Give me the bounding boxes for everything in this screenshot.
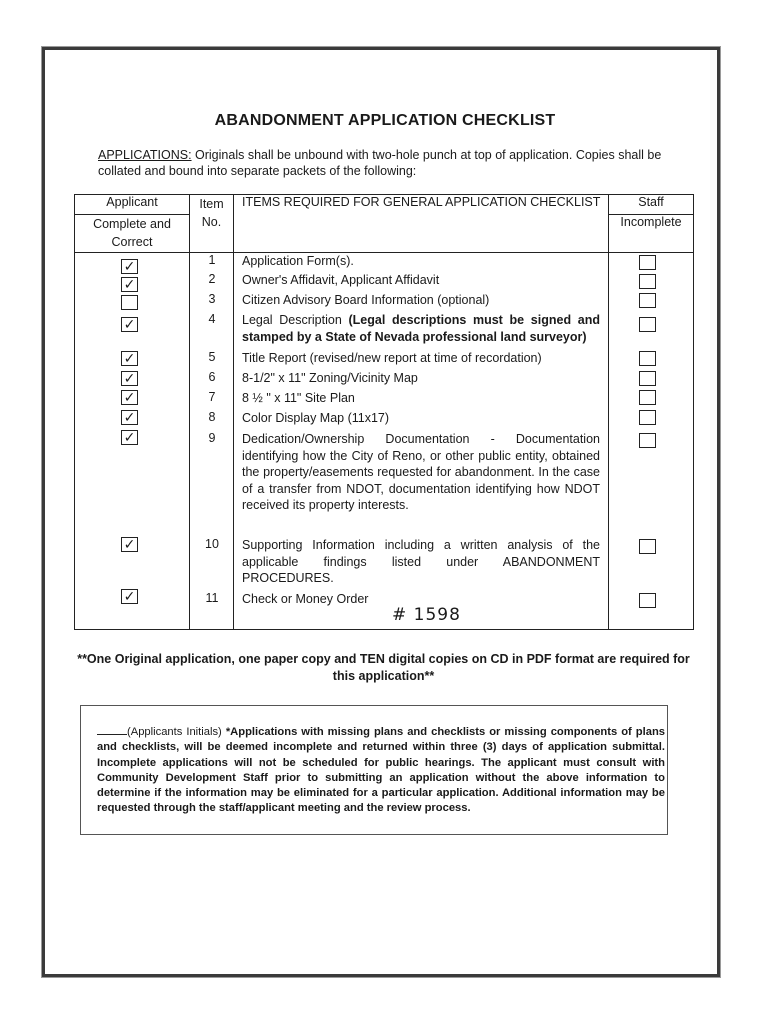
intro-text: Originals shall be unbound with two-hole punch at top of application. Copies shall be collated and bound into separate packets of the following: — [98, 148, 662, 178]
staff-checkbox-4[interactable] — [639, 317, 656, 332]
intro-lead: APPLICATIONS: — [98, 148, 192, 162]
staff-checkbox-7[interactable] — [639, 390, 656, 405]
applicant-checkbox-7[interactable]: ✓ — [121, 390, 138, 405]
item-number: 1 — [208, 253, 216, 267]
item-text-legal-description — [242, 312, 600, 345]
submission-requirements-note: **One Original application, one paper copy and TEN digital copies on CD in PDF format are required for this application** — [77, 652, 690, 683]
page-title: ABANDONMENT APPLICATION CHECKLIST — [214, 112, 556, 129]
applicant-column — [75, 253, 190, 630]
item-text: Supporting Information including a written analysis of the applicable findings listed under ABANDONMENT PROCEDURES. — [242, 538, 600, 585]
item-text: Owner's Affidavit, Applicant Affidavit — [242, 273, 440, 287]
item-number: 4 — [208, 312, 216, 326]
applicant-checkbox-3[interactable] — [121, 295, 138, 310]
items-column — [234, 253, 609, 630]
staff-checkbox-2[interactable] — [639, 274, 656, 289]
item-text: Dedication/Ownership Documentation - Documentation identifying how the City of Reno, or other public entity, obtained the property/easements requested for abandonment. In the case of a transfer from NDOT, documentation identifying how NDOT received its property interests. — [242, 432, 600, 512]
item-text: Title Report (revised/new report at time of recordation) — [242, 351, 542, 365]
applicant-checkbox-1[interactable]: ✓ — [121, 259, 138, 274]
item-number: 9 — [208, 431, 216, 445]
applicant-checkbox-11[interactable]: ✓ — [121, 589, 138, 604]
intro-paragraph — [98, 147, 678, 179]
staff-checkbox-11[interactable] — [639, 593, 656, 608]
item-number: 6 — [208, 370, 216, 384]
staff-checkbox-6[interactable] — [639, 371, 656, 386]
staff-checkbox-10[interactable] — [639, 539, 656, 554]
staff-checkbox-1[interactable] — [639, 255, 656, 270]
staff-checkbox-5[interactable] — [639, 351, 656, 366]
applicant-checkbox-8[interactable]: ✓ — [121, 410, 138, 425]
item-text-lead: Legal Description — [242, 313, 349, 327]
checklist-table — [74, 194, 694, 630]
item-no-header: Item No. — [190, 195, 234, 253]
applicant-checkbox-4[interactable]: ✓ — [121, 317, 138, 332]
staff-header: Staff — [609, 195, 694, 215]
item-text: Color Display Map (11x17) — [242, 411, 390, 425]
item-number: 2 — [208, 272, 216, 286]
applicant-checkbox-10[interactable]: ✓ — [121, 537, 138, 552]
notice-body: *Applications with missing plans and checklists or missing components of plans and checklists, will be deemed incomplete and returned within three (3) days of application submittal. Incomplete applications will not be scheduled for public hearings. The applicant must consult with Community Development Staff prior to submitting an application without the above information to determine if the information may be eliminated for a particular application. Additional information may be requested through the staff/applicant meeting and the review process. — [97, 726, 666, 815]
staff-subheader: Incomplete — [609, 215, 694, 253]
item-number: 8 — [208, 410, 216, 424]
applicant-checkbox-2[interactable]: ✓ — [121, 277, 138, 292]
staff-column — [609, 253, 694, 630]
staff-checkbox-3[interactable] — [639, 293, 656, 308]
applicant-header: Applicant — [75, 195, 190, 215]
item-number-column — [190, 253, 234, 630]
item-number: 7 — [208, 390, 216, 404]
item-text: Citizen Advisory Board Information (optional) — [242, 293, 490, 307]
item-number: 3 — [208, 292, 216, 306]
item-text-emphasis: (Legal descriptions must be signed and stamped by a State of Nevada professional land surveyor) — [242, 313, 600, 344]
item-text: Check or Money Order — [242, 592, 369, 606]
items-required-header: ITEMS REQUIRED FOR GENERAL APPLICATION CHECKLIST — [234, 195, 609, 253]
initials-label: (Applicants Initials) — [127, 726, 222, 738]
item-number: 10 — [205, 537, 219, 551]
item-text: 8 ½ " x 11" Site Plan — [242, 391, 355, 405]
applicant-subheader: Complete and Correct — [75, 215, 190, 253]
incomplete-application-notice — [80, 705, 668, 835]
applicant-checkbox-5[interactable]: ✓ — [121, 351, 138, 366]
staff-checkbox-8[interactable] — [639, 410, 656, 425]
item-number: 11 — [205, 591, 219, 605]
initials-blank[interactable] — [97, 724, 127, 735]
notice-text — [97, 724, 665, 817]
item-number: 5 — [208, 350, 216, 364]
applicant-checkbox-9[interactable]: ✓ — [121, 430, 138, 445]
item-text: 8-1/2" x 11" Zoning/Vicinity Map — [242, 371, 418, 385]
item-text: Application Form(s). — [242, 254, 354, 268]
staff-checkbox-9[interactable] — [639, 433, 656, 448]
handwritten-check-number: # 1598 — [392, 605, 461, 625]
applicant-checkbox-6[interactable]: ✓ — [121, 371, 138, 386]
